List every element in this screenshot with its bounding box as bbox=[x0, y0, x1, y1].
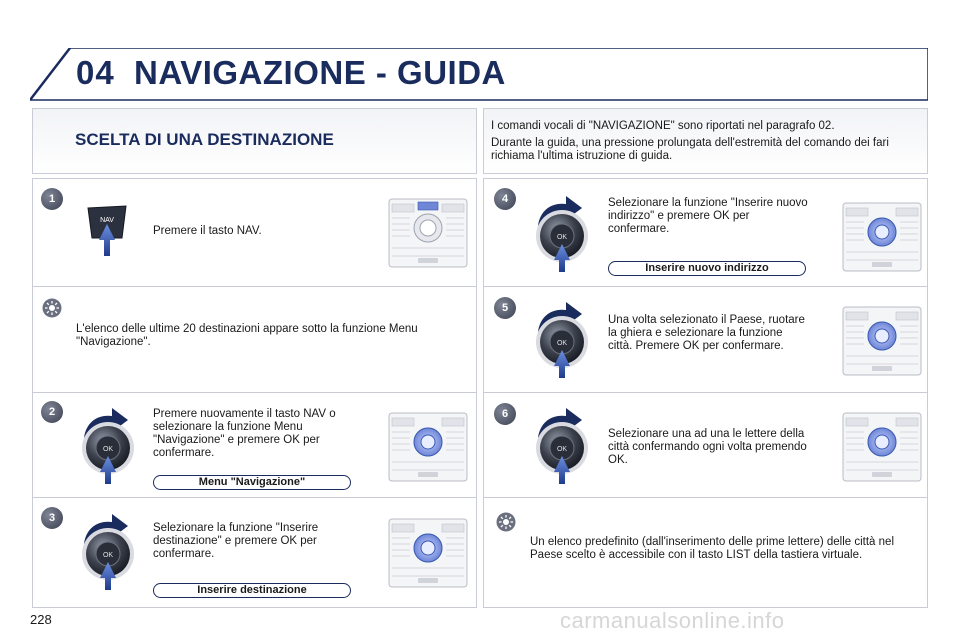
console-icon-step-2 bbox=[388, 412, 468, 482]
rotary-dial-icon-step-3 bbox=[78, 510, 138, 590]
rotary-dial-icon-step-6 bbox=[532, 404, 592, 484]
step-4-text: Selezionare la funzione "Inserire nuovo indirizzo" e premere OK per confermare. bbox=[608, 197, 808, 235]
rotary-dial-icon-step-4 bbox=[532, 192, 592, 272]
left-divider-3 bbox=[32, 497, 477, 498]
console-icon-step-5 bbox=[842, 306, 922, 376]
step-4-badge: 4 bbox=[494, 188, 516, 210]
console-icon-step-4 bbox=[842, 202, 922, 272]
intro-paragraph-2: Durante la guida, una pressione prolungata dell'estremità del comando dei fari richiama l'ultima istruzione di guida. bbox=[491, 137, 889, 162]
left-divider-1 bbox=[32, 286, 477, 287]
tip-2-text: Un elenco predefinito (dall'inserimento delle prime lettere) delle città nel Paese scelto è accessibile con il tasto LIST della tastiera virtuale. bbox=[530, 536, 894, 561]
step-3-badge: 3 bbox=[41, 507, 63, 529]
console-icon-step-3 bbox=[388, 518, 468, 588]
step-2-text: Premere nuovamente il tasto NAV o selezionare la funzione Menu "Navigazione" e premere OK per confermare. bbox=[153, 408, 336, 459]
step-3-text: Selezionare la funzione "Inserire destinazione" e premere OK per confermare. bbox=[153, 522, 319, 560]
watermark: carmanualsonline.info bbox=[560, 608, 785, 633]
step-1-badge: 1 bbox=[41, 188, 63, 210]
console-icon-step-6 bbox=[842, 412, 922, 482]
left-divider-2 bbox=[32, 392, 477, 393]
section-title: SCELTA DI UNA DESTINAZIONE bbox=[75, 130, 334, 149]
right-divider-1 bbox=[483, 286, 928, 287]
step-5-text: Una volta selezionato il Paese, ruotare la ghiera e selezionare la funzione città. Premere OK per confermare. bbox=[608, 314, 805, 352]
step-6-text: Selezionare una ad una le lettere della città confermando ogni volta premendo OK. bbox=[608, 428, 807, 466]
tip-sun-icon bbox=[42, 298, 62, 318]
chapter-number: 04 bbox=[76, 54, 115, 91]
intro-paragraph-1: I comandi vocali di "NAVIGAZIONE" sono riportati nel paragrafo 02. bbox=[491, 120, 835, 132]
page-number: 228 bbox=[30, 612, 52, 627]
right-divider-2 bbox=[483, 392, 928, 393]
menu-label-inserire-destinazione: Inserire destinazione bbox=[153, 583, 351, 598]
right-divider-3 bbox=[483, 497, 928, 498]
chapter-title: NAVIGAZIONE - GUIDA bbox=[134, 54, 506, 91]
step-6-badge: 6 bbox=[494, 403, 516, 425]
step-2-badge: 2 bbox=[41, 401, 63, 423]
rotary-dial-icon-step-2 bbox=[78, 404, 138, 484]
menu-label-inserire-nuovo-indirizzo: Inserire nuovo indirizzo bbox=[608, 261, 806, 276]
rotary-dial-icon-step-5 bbox=[532, 298, 592, 378]
step-1-text: Premere il tasto NAV. bbox=[153, 225, 262, 237]
tip-sun-icon bbox=[496, 512, 516, 532]
menu-label-navigazione: Menu "Navigazione" bbox=[153, 475, 351, 490]
nav-key-icon bbox=[82, 198, 132, 258]
console-icon-step-1 bbox=[388, 198, 468, 268]
step-5-badge: 5 bbox=[494, 297, 516, 319]
tip-1-text: L'elenco delle ultime 20 destinazioni appare sotto la funzione Menu "Navigazione". bbox=[76, 323, 418, 348]
nav-key-label: NAV bbox=[100, 217, 114, 224]
